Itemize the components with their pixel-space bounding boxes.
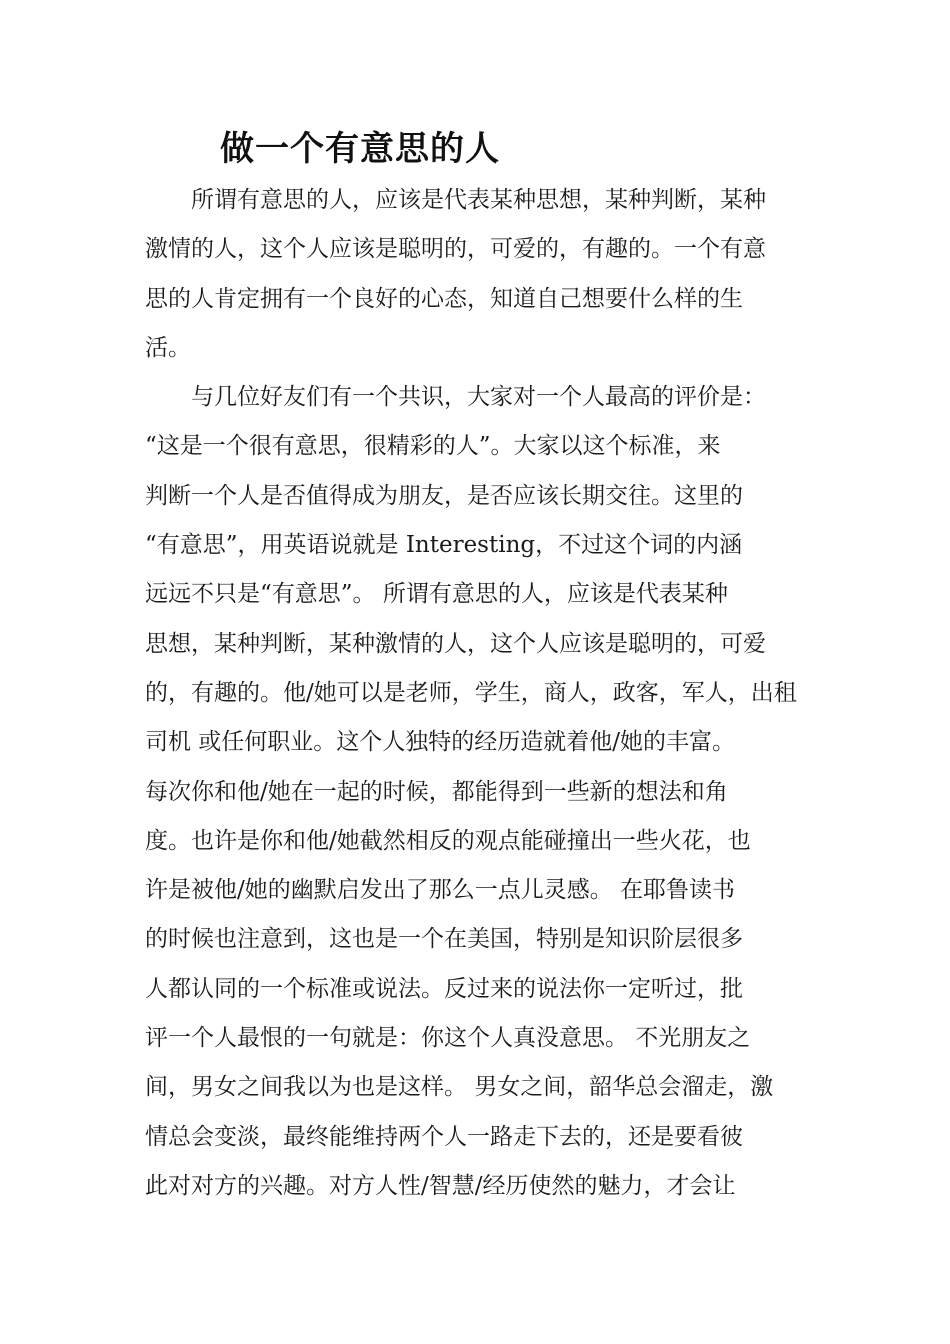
text-line: 人都认同的一个标准或说法。反过来的说法你一定听过，批 — [145, 975, 743, 1002]
text-line: 间，男女之间我以为也是这样。 男女之间，韶华总会溜走，激 — [145, 1074, 774, 1101]
text-line: 评一个人最恨的一句就是：你这个人真没意思。 不光朋友之 — [145, 1025, 751, 1052]
document-title: 做一个有意思的人 — [220, 129, 500, 169]
text-line: “有意思”，用英语说就是 Interesting，不过这个词的内涵 — [145, 532, 743, 559]
text-line: 所谓有意思的人，应该是代表某种思想，某种判断，某种 — [145, 187, 766, 213]
text-line: 思的人肯定拥有一个良好的心态，知道自己想要什么样的生 — [145, 285, 743, 312]
text-line: “这是一个很有意思，很精彩的人”。大家以这个标准，来 — [145, 433, 721, 460]
text-line: 度。也许是你和他/她截然相反的观点能碰撞出一些火花，也 — [145, 827, 751, 854]
text-line: 每次你和他/她在一起的时候，都能得到一些新的想法和角 — [145, 778, 728, 805]
text-line: 司机 或任何职业。这个人独特的经历造就着他/她的丰富。 — [145, 729, 736, 756]
text-line: 情总会变淡，最终能维持两个人一路走下去的，还是要看彼 — [145, 1123, 743, 1150]
text-line: 与几位好友们有一个共识，大家对一个人最高的评价是： — [145, 384, 766, 411]
text-line: 许是被他/她的幽默启发出了那么一点儿灵感。 在耶鲁读书 — [145, 877, 736, 904]
text-line: 的时候也注意到，这也是一个在美国，特别是知识阶层很多 — [145, 926, 743, 953]
text-line: 活。 — [145, 334, 191, 361]
document-body — [145, 176, 825, 1211]
text-line: 激情的人，这个人应该是聪明的，可爱的，有趣的。一个有意 — [145, 236, 766, 263]
text-line: 思想，某种判断，某种激情的人，这个人应该是聪明的，可爱 — [145, 630, 766, 657]
text-line: 此对对方的兴趣。对方人性/智慧/经历使然的魅力，才会让 — [145, 1172, 736, 1199]
text-line: 的，有趣的。他/她可以是老师，学生，商人，政客，军人，出租 — [145, 679, 797, 706]
text-line: 远远不只是“有意思”。 所谓有意思的人，应该是代表某种 — [145, 581, 728, 608]
text-line: 判断一个人是否值得成为朋友，是否应该长期交往。这里的 — [145, 482, 743, 509]
